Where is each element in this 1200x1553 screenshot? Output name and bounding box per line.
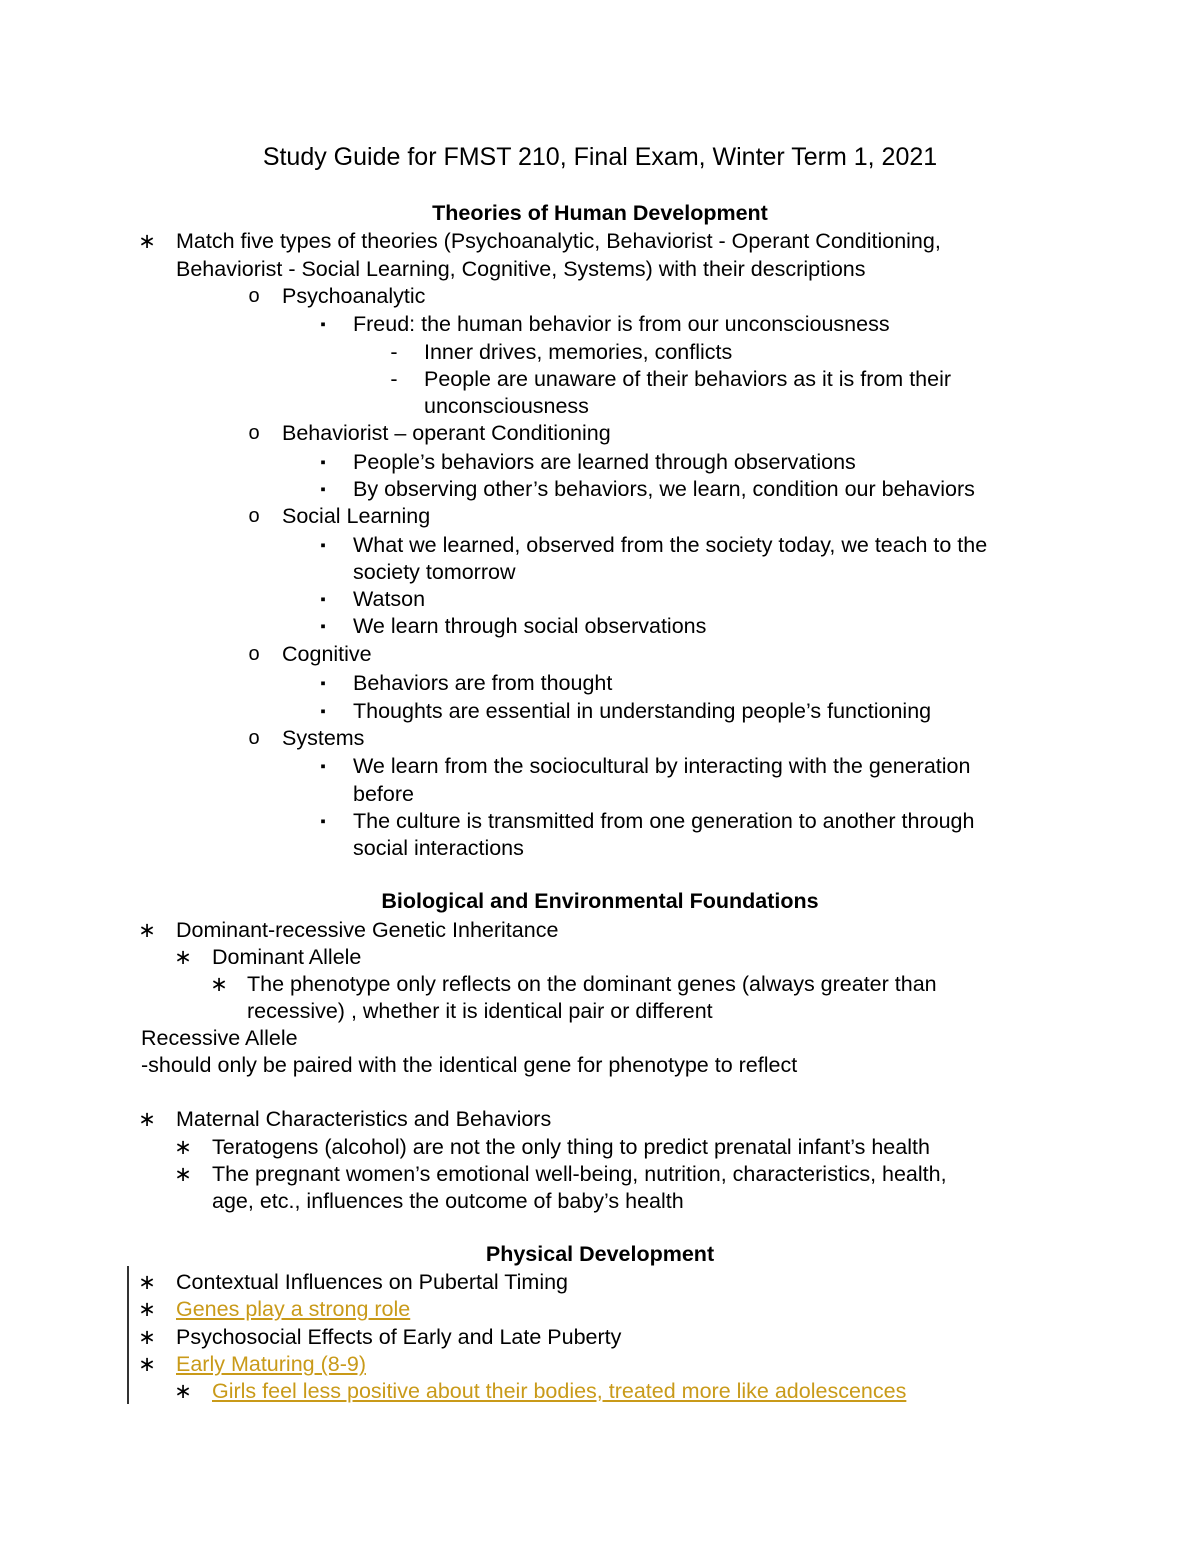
list-item: People are unaware of their behaviors as it is from their — [424, 367, 952, 391]
list-item-continuation: Behaviorist - Social Learning, Cognitive, Systems) with their descriptions — [176, 257, 866, 281]
list-item-continuation: age, etc., influences the outcome of baby’s health — [212, 1189, 684, 1213]
list-item: We learn through social observations — [353, 614, 707, 638]
star-bullet-icon: ∗ — [174, 946, 192, 969]
list-item: Psychosocial Effects of Early and Late Puberty — [176, 1325, 622, 1349]
star-bullet-icon: ∗ — [174, 1136, 192, 1159]
list-item: Dominant Allele — [212, 945, 362, 969]
section-heading-biological: Biological and Environmental Foundations — [381, 889, 819, 913]
list-item: The phenotype only reflects on the dominant genes (always greater than — [247, 972, 937, 996]
star-bullet-icon: ∗ — [138, 1326, 156, 1349]
list-item: Teratogens (alcohol) are not the only thing to predict prenatal infant’s health — [212, 1135, 930, 1159]
square-bullet-icon: ▪ — [320, 591, 326, 608]
star-bullet-icon: ∗ — [138, 1271, 156, 1294]
list-item: Match five types of theories (Psychoanalytic, Behaviorist - Operant Conditioning, — [176, 229, 941, 253]
star-bullet-icon: ∗ — [174, 1163, 192, 1186]
list-item: Watson — [353, 587, 426, 611]
list-item: The pregnant women’s emotional well-being, nutrition, characteristics, health, — [212, 1162, 947, 1186]
circle-bullet-icon: o — [248, 727, 260, 749]
paragraph-text: Recessive Allele — [141, 1026, 298, 1050]
square-bullet-icon: ▪ — [320, 537, 326, 554]
list-item: Contextual Influences on Pubertal Timing — [176, 1270, 569, 1294]
list-item: Maternal Characteristics and Behaviors — [176, 1107, 552, 1131]
square-bullet-icon: ▪ — [320, 813, 326, 830]
list-item-continuation: social interactions — [353, 836, 524, 860]
list-item-continuation: society tomorrow — [353, 560, 516, 584]
list-item: Inner drives, memories, conflicts — [424, 340, 733, 364]
list-item: Thoughts are essential in understanding people’s functioning — [353, 699, 932, 723]
star-bullet-icon: ∗ — [138, 1353, 156, 1376]
square-bullet-icon: ▪ — [320, 675, 326, 692]
link-genes-strong-role[interactable]: Genes play a strong role — [176, 1297, 411, 1321]
star-bullet-icon: ∗ — [138, 919, 156, 942]
dash-bullet-icon: - — [390, 340, 398, 364]
square-bullet-icon: ▪ — [320, 316, 326, 333]
dash-bullet-icon: - — [390, 367, 398, 391]
link-girls-feel-less-positive[interactable]: Girls feel less positive about their bodies, treated more like adolescences — [212, 1379, 907, 1403]
star-bullet-icon: ∗ — [138, 1108, 156, 1131]
list-item-continuation: before — [353, 782, 414, 806]
document-title: Study Guide for FMST 210, Final Exam, Winter Term 1, 2021 — [262, 143, 938, 171]
list-item: Behaviors are from thought — [353, 671, 613, 695]
list-item: Dominant-recessive Genetic Inheritance — [176, 918, 559, 942]
star-bullet-icon: ∗ — [174, 1380, 192, 1403]
list-item-continuation: recessive) , whether it is identical pair or different — [247, 999, 713, 1023]
square-bullet-icon: ▪ — [320, 758, 326, 775]
square-bullet-icon: ▪ — [320, 618, 326, 635]
circle-bullet-icon: o — [248, 505, 260, 527]
star-bullet-icon: ∗ — [138, 230, 156, 253]
square-bullet-icon: ▪ — [320, 454, 326, 471]
circle-bullet-icon: o — [248, 643, 260, 665]
list-item: What we learned, observed from the society today, we teach to the — [353, 533, 988, 557]
paragraph-text: -should only be paired with the identical gene for phenotype to reflect — [141, 1053, 798, 1077]
list-item: Psychoanalytic — [282, 284, 426, 308]
circle-bullet-icon: o — [248, 422, 260, 444]
list-item: By observing other’s behaviors, we learn, condition our behaviors — [353, 477, 975, 501]
list-item: Freud: the human behavior is from our unconsciousness — [353, 312, 890, 336]
star-bullet-icon: ∗ — [210, 973, 228, 996]
list-item: Systems — [282, 726, 365, 750]
list-item: Cognitive — [282, 642, 372, 666]
list-item: Behaviorist – operant Conditioning — [282, 421, 611, 445]
link-early-maturing[interactable]: Early Maturing (8-9) — [176, 1352, 366, 1376]
list-item-continuation: unconsciousness — [424, 394, 589, 418]
circle-bullet-icon: o — [248, 285, 260, 307]
section-heading-physical: Physical Development — [485, 1242, 715, 1266]
square-bullet-icon: ▪ — [320, 703, 326, 720]
list-item: The culture is transmitted from one generation to another through — [353, 809, 975, 833]
change-bar — [127, 1266, 129, 1404]
square-bullet-icon: ▪ — [320, 481, 326, 498]
list-item: People’s behaviors are learned through observations — [353, 450, 856, 474]
list-item: We learn from the sociocultural by interacting with the generation — [353, 754, 971, 778]
list-item: Social Learning — [282, 504, 431, 528]
section-heading-theories: Theories of Human Development — [432, 201, 768, 225]
star-bullet-icon: ∗ — [138, 1298, 156, 1321]
